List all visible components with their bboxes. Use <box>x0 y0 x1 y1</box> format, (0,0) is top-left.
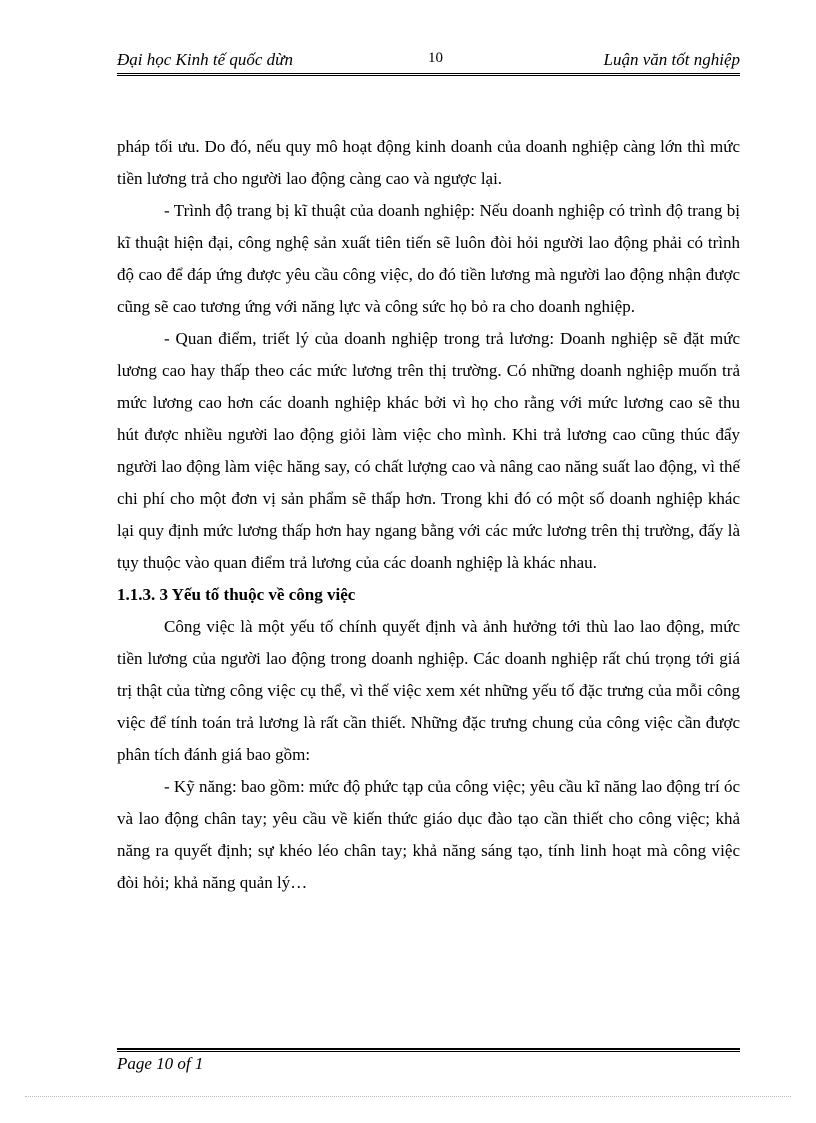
header-rule <box>117 73 740 76</box>
paragraph-2: - Trình độ trang bị kĩ thuật của doanh nghiệp: Nếu doanh nghiệp có trình độ trang bị kĩ thuật hiện đại, công nghệ sản xuất tiên tiến sẽ luôn đòi hỏi người lao động phải có trình độ cao để đáp ứng được yêu cầu công việc, do đó tiền lương mà người lao động nhận được cũng sẽ cao tương ứng với năng lực và công sức họ bỏ ra cho doanh nghiệp. <box>117 201 740 316</box>
page-footer: Page 10 of 1 <box>117 1054 204 1073</box>
paragraph-5: - Kỹ năng: bao gồm: mức độ phức tạp của công việc; yêu cầu kĩ năng lao động trí óc và lao động chân tay; yêu cầu về kiến thức giáo dục đào tạo cần thiết cho công việc; khả năng ra quyết định; sự khéo léo chân tay; khả năng sáng tạo, tính linh hoạt mà công việc đòi hỏi; khả năng quản lý… <box>117 777 740 892</box>
header-page-number: 10 <box>428 50 443 66</box>
paragraph-4: Công việc là một yếu tố chính quyết định và ảnh hưởng tới thù lao lao động, mức tiền lương của người lao động trong doanh nghiệp. Các doanh nghiệp rất chú trọng tới giá trị thật của từng công việc cụ thể, vì thế việc xem xét những yếu tố đặc trưng của mỗi công việc để tính toán trả lương là rất cần thiết. Những đặc trưng chung của công việc cần được phân tích đánh giá bao gồm: <box>117 617 740 764</box>
page-header <box>117 48 740 74</box>
page-edge-divider <box>25 1096 791 1097</box>
page-body <box>117 131 740 899</box>
paragraph-3: - Quan điểm, triết lý của doanh nghiệp trong trả lương: Doanh nghiệp sẽ đặt mức lương cao hay thấp theo các mức lương trên thị trường. Có những doanh nghiệp muốn trả mức lương cao hơn các doanh nghiệp khác bởi vì họ cho rằng với mức lương cao sẽ thu hút được nhiều người lao động giỏi làm việc cho mình. Khi trả lương cao cũng thúc đẩy người lao động làm việc hăng say, có chất lượng cao và nâng cao năng suất lao động, vì thế chi phí cho một đơn vị sản phẩm sẽ thấp hơn. Trong khi đó có một số doanh nghiệp khác lại quy định mức lương thấp hơn hay ngang bằng với các mức lương trên thị trường, đấy là tụy thuộc vào quan điểm trả lương của các doanh nghiệp là khác nhau. <box>117 329 740 572</box>
header-university: Đại học Kinh tế quốc dừn <box>117 50 293 69</box>
footer-rule <box>117 1048 740 1052</box>
section-heading: 1.1.3. 3 Yếu tố thuộc về công việc <box>117 585 356 604</box>
paragraph-1: pháp tối ưu. Do đó, nếu quy mô hoạt động kinh doanh của doanh nghiệp càng lớn thì mức tiền lương trả cho người lao động càng cao và ngược lại. <box>117 137 740 188</box>
header-thesis-title: Luận văn tốt nghiệp <box>603 50 740 69</box>
